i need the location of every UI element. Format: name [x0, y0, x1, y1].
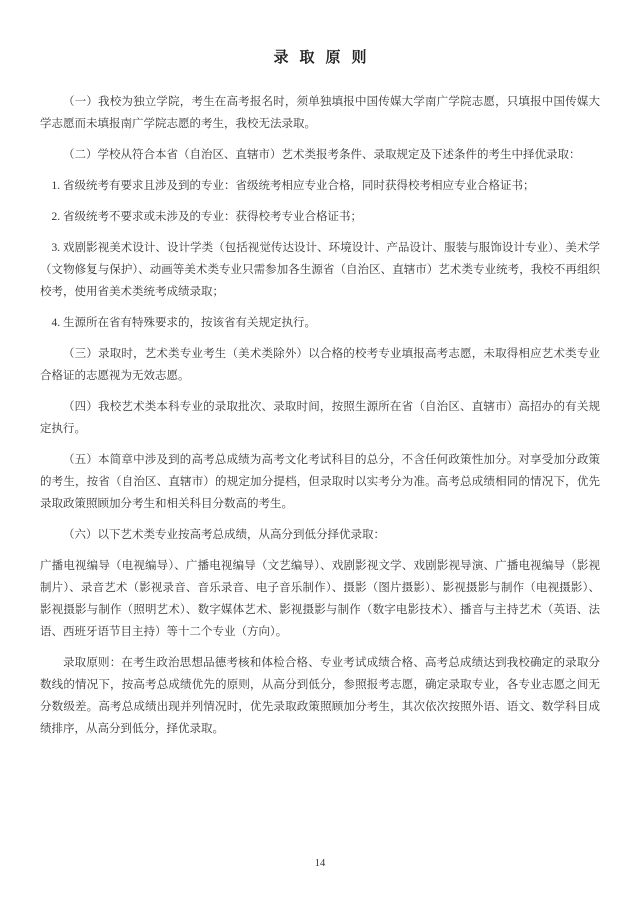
paragraph: （一）我校为独立学院，考生在高考报名时，须单独填报中国传媒大学南广学院志愿，只填报中国传媒大学志愿而未填报南广学院志愿的考生，我校无法录取。 [40, 96, 600, 130]
paragraph: 3. 戏剧影视美术设计、设计学类（包括视觉传达设计、环境设计、产品设计、服装与服饰设计专业）、美术学（文物修复与保护）、动画等美术类专业只需参加各生源省（自治区、直辖市）艺术类专业统考，我校不再组织校考，使用省美术类统考成绩录取； [40, 242, 600, 298]
paragraph: （五）本简章中涉及到的高考总成绩为高考文化考试科目的总分，不含任何政策性加分。对享受加分政策的考生，按省（自治区、直辖市）的规定加分提档，但录取时以实考分为准。高考总成绩相同的情况下，优先录取政策照顾加分考生和相关科目分数高的考生。 [40, 454, 600, 510]
page-number: 14 [314, 858, 326, 869]
paragraph: 录取原则：在考生政治思想品德考核和体检合格、专业考试成绩合格、高考总成绩达到我校确定的录取分数线的情况下，按高考总成绩优先的原则，从高分到低分，参照报考志愿，确定录取专业，各专业志愿之间无分数级差。高考总成绩出现并列情况时，优先录取政策照顾加分考生，其次依次按照外语、语文、数学科目成绩排序，从高分到低分，择优录取。 [40, 657, 600, 735]
paragraph: （二）学校从符合本省（自治区、直辖市）艺术类报考条件、录取规定及下述条件的考生中择优录取： [63, 149, 581, 161]
paragraph: 4. 生源所在省有特殊要求的，按该省有关规定执行。 [51, 317, 316, 329]
paragraph: 2. 省级统考不要求或未涉及的专业：获得校考专业合格证书； [51, 211, 362, 223]
document-body [40, 91, 600, 740]
paragraph: 1. 省级统考有要求且涉及到的专业：省级统考相应专业合格，同时获得校考相应专业合格证书； [51, 180, 535, 192]
paragraph: （三）录取时，艺术类专业考生（美术类除外）以合格的校考专业填报高考志愿，未取得相应艺术类专业合格证的志愿视为无效志愿。 [40, 348, 600, 382]
paragraph: （六）以下艺术类专业按高考总成绩，从高分到低分择优录取： [63, 529, 385, 541]
paragraph: （四）我校艺术类本科专业的录取批次、录取时间，按照生源所在省（自治区、直辖市）高招办的有关规定执行。 [40, 401, 600, 435]
page-title: 录取原则 [273, 50, 378, 66]
paragraph: 广播电视编导（电视编导）、广播电视编导（文艺编导）、戏剧影视文学、戏剧影视导演、广播电视编导（影视制片）、录音艺术（影视录音、音乐录音、电子音乐制作）、摄影（图片摄影）、影视摄影与制作（电视摄影）、影视摄影与制作（照明艺术）、数字媒体艺术、影视摄影与制作（数字电影技术）、播音与主持艺术（英语、法语、西班牙语节目主持）等十二个专业（方向）。 [40, 560, 600, 638]
